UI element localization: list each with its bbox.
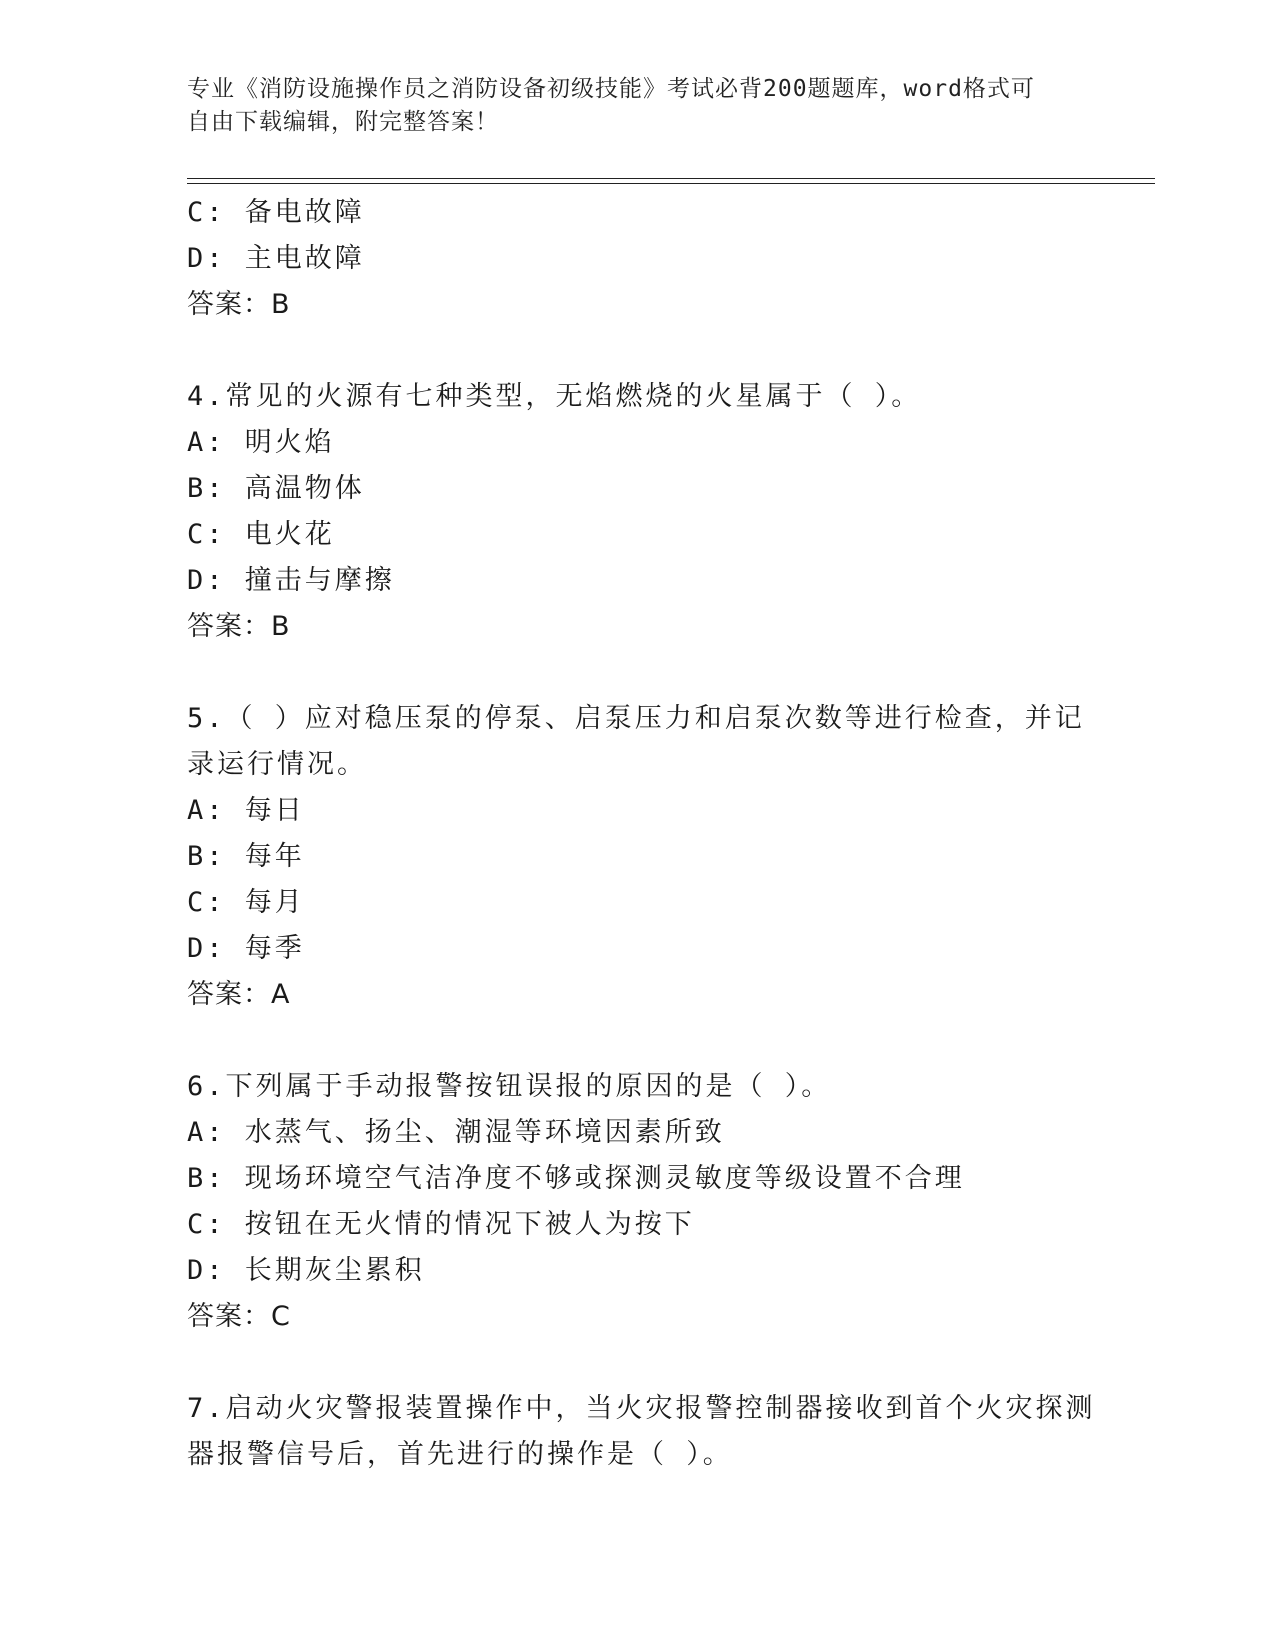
question-block-6 [187,1064,1067,1340]
question-text-line-1: 7.启动火灾警报装置操作中，当火灾报警控制器接收到首个火灾探测 [187,1393,1096,1424]
header-line-1: 专业《消防设施操作员之消防设备初级技能》考试必背200题题库，word格式可 [187,76,1035,102]
option-c: C: 备电故障 [187,197,365,228]
question-text: 6.下列属于手动报警按钮误报的原因的是（ ）。 [187,1071,832,1102]
option-a: A: 每日 [187,795,305,826]
question-block-3 [187,190,1067,328]
option-d: D: 主电故障 [187,243,365,274]
question-list [187,190,1096,1478]
option-b: B: 现场环境空气洁净度不够或探测灵敏度等级设置不合理 [187,1163,965,1194]
option-b: B: 每年 [187,841,305,872]
document-header [187,73,1067,139]
option-a: A: 明火焰 [187,427,335,458]
option-d: D: 长期灰尘累积 [187,1255,425,1286]
option-c: C: 按钮在无火情的情况下被人为按下 [187,1209,695,1240]
header-rule-top [187,178,1155,179]
option-b: B: 高温物体 [187,473,365,504]
question-text-line-2: 器报警信号后，首先进行的操作是（ ）。 [187,1439,733,1470]
spacer [187,650,1067,696]
option-a: A: 水蒸气、扬尘、潮湿等环境因素所致 [187,1117,725,1148]
answer: 答案：B [187,289,291,320]
option-c: C: 每月 [187,887,305,918]
spacer [187,1340,1067,1386]
question-text-line-1: 5.（ ）应对稳压泵的停泵、启泵压力和启泵次数等进行检查，并记 [187,703,1085,734]
answer: 答案：C [187,1301,291,1332]
option-d: D: 每季 [187,933,305,964]
question-text: 4.常见的火源有七种类型，无焰燃烧的火星属于（ ）。 [187,381,922,412]
question-block-4 [187,374,1067,650]
option-c: C: 电火花 [187,519,335,550]
header-rule-bottom [187,183,1155,184]
answer: 答案：B [187,611,291,642]
header-line-2: 自由下载编辑，附完整答案！ [187,109,499,135]
spacer [187,1018,1067,1064]
option-d: D: 撞击与摩擦 [187,565,395,596]
spacer [187,328,1067,374]
answer: 答案：A [187,979,291,1010]
question-block-5 [187,696,1085,1018]
question-text-line-2: 录运行情况。 [187,749,367,780]
question-block-7 [187,1386,1096,1478]
